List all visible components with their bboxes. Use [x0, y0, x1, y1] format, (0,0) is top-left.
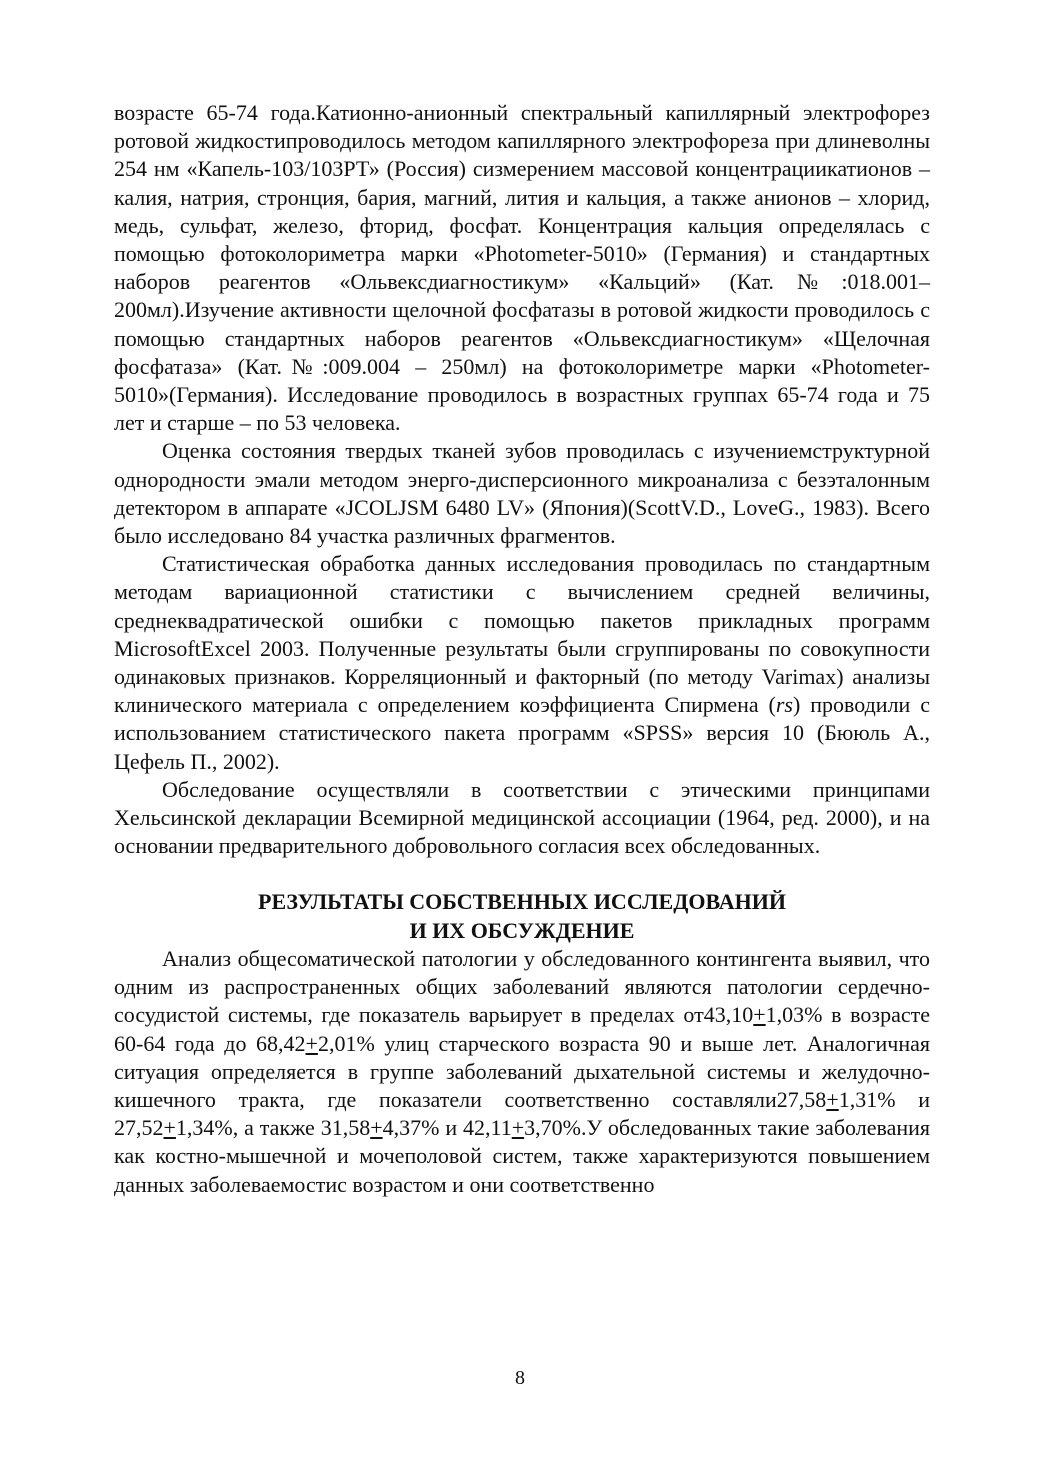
plus-minus-sign: + — [826, 1086, 839, 1112]
results-text-3: 2,01% улиц старческого возраста 90 и выше лет. Аналогичная ситуация определяется в группе заболеваний дыхательной системы и желудочно-кишечного тракта, где показатели соответственно составляли27,58 — [114, 1030, 930, 1112]
body-text — [114, 99, 930, 1199]
statistics-text-start: Статистическая обработка данных исследования проводилась по стандартным методам вариационной статистики с вычислением средней величины, среднеквадратической ошибки с помощью пакетов прикладных программ MicrosoftExcel 2003. Полученные результаты были сгруппированы по совокупности одинаковых признаков. Корреляционный и факторный (по методу Varimax) анализы клинического материала с определением коэффициента Спирмена ( — [114, 551, 930, 718]
plus-minus-sign: + — [511, 1115, 525, 1141]
paragraph-statistics — [114, 550, 930, 776]
paragraph-enamel-assessment: Оценка состояния твердых тканей зубов проводилась с изучениемструктурной однородности эмали методом энерго-дисперсионного микроанализа с безэталонным детектором в аппарате «JCOLJSM 6480 LV» (Япония)(ScottV.D., LoveG., 1983). Всего было исследовано 84 участка различных фрагментов. — [114, 438, 930, 549]
page-number: 8 — [515, 1367, 525, 1389]
section-gap — [114, 860, 930, 888]
statistics-text-end: ) проводили с использованием статистического пакета программ «SPSS» версия 10 (Бююль А., Цефель П., 2002). — [114, 692, 931, 774]
plus-minus-sign: + — [370, 1115, 383, 1141]
plus-minus-sign: + — [753, 1002, 766, 1028]
results-text-6: 4,37% и 42,11 — [382, 1115, 512, 1141]
results-text-2: 1,03% в возрасте 60-64 года до 68,42 — [114, 1002, 930, 1056]
results-text-4: 1,31% и 27,52 — [114, 1086, 930, 1141]
plus-minus-sign: + — [305, 1030, 318, 1056]
results-text-5: 1,34%, а также 31,58 — [175, 1115, 371, 1141]
plus-minus-sign: + — [163, 1115, 176, 1141]
paragraph-methods-electrophoresis: возрасте 65-74 года.Катионно-анионный спектральный капиллярный электрофорез ротовой жидкостипроводилось методом капиллярного электрофореза при длиневолны 254 нм «Капель-103/103РТ» (Россия) сизмерением массовой концентрациикатионов – калия, натрия, стронция, бария, магний, лития и кальция, а также анионов – хлорид, медь, сульфат, железо, фторид, фосфат. Концентрация кальция определялась с помощью фотоколориметра марки «Photometer-5010» (Германия) и стандартных наборов реагентов «Ольвексдиагностикум» «Кальций» (Кат.№:018.001–200мл).Изучение активности щелочной фосфатазы в ротовой жидкости проводилось с помощью стандартных наборов реагентов «Ольвексдиагностикум» «Щелочная фосфатаза» (Кат.№:009.004 – 250мл) на фотоколориметре марки «Photometer-5010»(Германия). Исследование проводилось в возрастных группах 65-74 года и 75 лет и старше – по 53 человека. — [114, 100, 930, 436]
rs-symbol: rs — [775, 692, 793, 718]
section-heading-line-1: РЕЗУЛЬТАТЫ СОБСТВЕННЫХ ИССЛЕДОВАНИЙ — [258, 889, 786, 915]
results-text-7: 3,70%.У обследованных такие заболевания как костно-мышечной и мочеполовой систем, также характеризуются повышением данных заболеваемостис возрастом и они соответственно — [114, 1115, 930, 1197]
section-heading-line-2: И ИХ ОБСУЖДЕНИЕ — [409, 917, 635, 943]
paragraph-ethics: Обследование осуществляли в соответствии с этическими принципами Хельсинской декларации Всемирной медицинской ассоциации (1964, ред. 2000), и на основании предварительного добровольного согласия всех обследованных. — [114, 776, 930, 859]
results-text-1: Анализ общесоматической патологии у обследованного контингента выявил, что одним из распространенных общих заболеваний являются патологии сердечно-сосудистой системы, где показатель варьирует в пределах от43,10 — [114, 945, 930, 1028]
paragraph-results — [114, 945, 930, 1199]
